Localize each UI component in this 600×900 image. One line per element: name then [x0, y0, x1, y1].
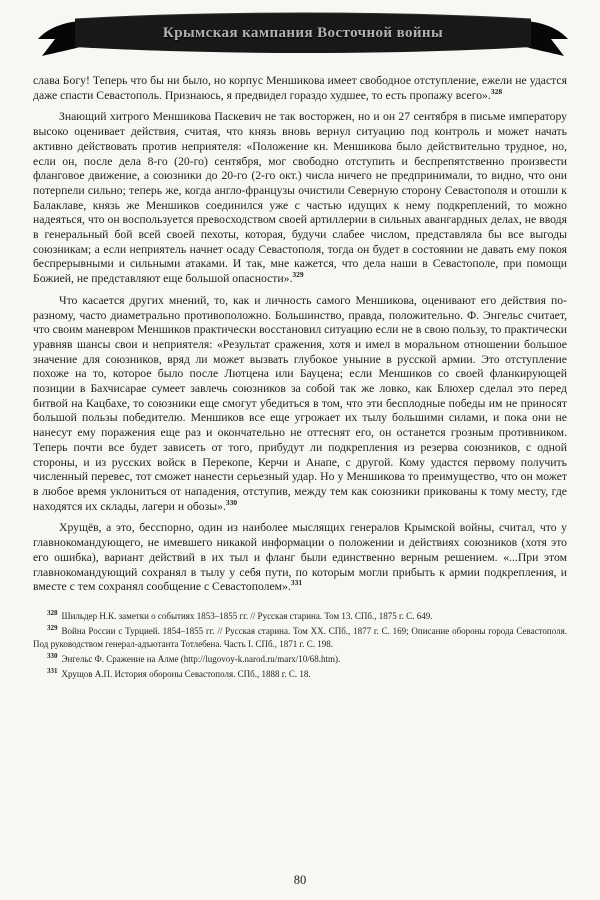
footnote — [33, 665, 567, 680]
paragraph-text: Хрущёв, а это, бесспорно, один из наиболее мыслящих генералов Крымской войны, считал, что у главнокомандующего, не имевшего никакой информации о положении и действиях союзников (хотя это его ошибка), вариант действий в их тыл и фланг были единственно верным решением. «...При этом главнокомандующий сохранял в тылу у себя пути, по которым могли прибыть к армии подкрепления, и вместе с тем сохранял сообщение с Севастополем». — [33, 521, 567, 594]
footnote — [33, 650, 567, 665]
page-number: 80 — [293, 873, 307, 887]
paragraph-text: Знающий хитрого Меншикова Паскевич не так восторжен, но и он 27 сентября в письме императору высоко оценивает действия, считая, что князь вновь вернул ситуацию под контроль и может начать активно действовать против неприятеля: «Положение кн. Меншикова было действительно трудное, но, если он, после дела 8-го (20-го) сентября, мог свободно отступить и беспрепятственно произвести фланговое движение, а союзники до 20-го (2-го окт.) числа ничего не предпринимали, то видно, что они потерпели сильно; теперь же, когда англо-французы очистили Северную сторону Севастополя и отошли к Балаклаве, князь же Меншиков соединился уже с частью идущих к нему подкреплений, то можно надеяться, что он воспользуется превосходством своей артиллерии в сильных авангардных делах, не вводя в генеральный бой всей своей пехоты, которая, будучи слабее числом, представляла бы все выгоды союзникам; а если неприятель начнет осаду Севастополя, тогда он будет в состоянии не давать ему покоя беспрерывными и сильными атаками. И так, мне кажется, что дела наши в Севастополе, при помощи Божией, не представляют еще большой опасности». — [33, 110, 567, 286]
chapter-title: Крымская кампания Восточной войны — [162, 25, 444, 41]
footnote-text: Хрущов А.П. История обороны Севастополя. СПб., 1888 г. С. 18. — [61, 669, 311, 680]
paragraph — [33, 521, 567, 595]
footnote-marker: 330 — [47, 651, 58, 660]
paragraph — [33, 74, 567, 103]
paragraph-text: Что касается других мнений, то, как и личность самого Меншикова, оценивают его действия по-разному, часто диаметрально противоположно. Большинство, правда, положительно. Ф. Энгельс считает, что своим маневром Меншиков практически восстановил ситуацию если не в свою пользу, то практически уравняв шансы свои и неприятеля: «Результат сражения, хотя и имел в моральном отношении большое значение для союзников, вряд ли может вызвать глубокое уныние в русской армии. Это отступление похоже на то, которое было после Лютцена или Бауцена; если Меншиков со своей фланкирующей позиции в Бахчисарае сумеет завлечь союзников за собой так же ловко, как Блюхер сделал это перед битвой на Кацбахе, то союзники еще смогут убедиться в том, что эти бесплодные победы им не приносят большой пользы победителю. Меншиков все еще угрожает их тылу большими силами, и пока они не нанесут ему поражения еще раз и окончательно не оттеснят его, он останется грозным противником. Теперь почти все будет зависеть от того, прибудут ли подкрепления из резерва союзников, с одной стороны, и из русских войск в Перекопе, Керчи и Анапе, с другой. Кому удастся первому получить численный перевес, тот сможет нанести серьезный удар. Но у Меншикова то преимущество, что он может в любое время уклониться от нападения, отступив, между тем как союзники прикованы к тому месту, где находятся их склады, лагери и обозы». — [33, 293, 567, 513]
footnote-marker: 331 — [47, 667, 58, 676]
chapter-ribbon-banner — [33, 8, 573, 66]
footnote-marker: 328 — [47, 608, 58, 617]
footnote-ref: 330 — [225, 497, 238, 507]
footnote — [33, 622, 567, 650]
footnote — [33, 607, 567, 622]
footnote-marker: 329 — [47, 624, 58, 633]
footnote-text: Энгельс Ф. Сражение на Алме (http://lugovoy-k.narod.ru/marx/10/68.htm). — [61, 653, 341, 664]
footnote-ref: 328 — [490, 86, 503, 96]
paragraph — [33, 110, 567, 286]
footnotes-section — [33, 607, 567, 680]
footnote-text: Война России с Турцией. 1854–1855 гг. // Русская старина. Том XX. СПб., 1877 г. С. 169; Описание обороны города Севастополя. Под руководством генерал-адъютанта Тотлебена. Часть I. СПб., 1871 г. С. 198. — [33, 626, 567, 649]
paragraph — [33, 294, 567, 515]
footnote-ref: 331 — [290, 578, 303, 588]
page-body — [33, 74, 567, 595]
footnote-text: Шильдер Н.К. заметки о событиях 1853–1855 гг. // Русская старина. Том 13. СПб., 1875 г. С. 649. — [61, 610, 433, 621]
paragraph-text: слава Богу! Теперь что бы ни было, но корпус Меншикова имеет свободное отступление, ежели не удастся даже спасти Севастополь. Признаюсь, я предвидел гораздо худшее, то есть пропажу всего». — [33, 74, 567, 102]
footnote-ref: 329 — [292, 270, 304, 280]
